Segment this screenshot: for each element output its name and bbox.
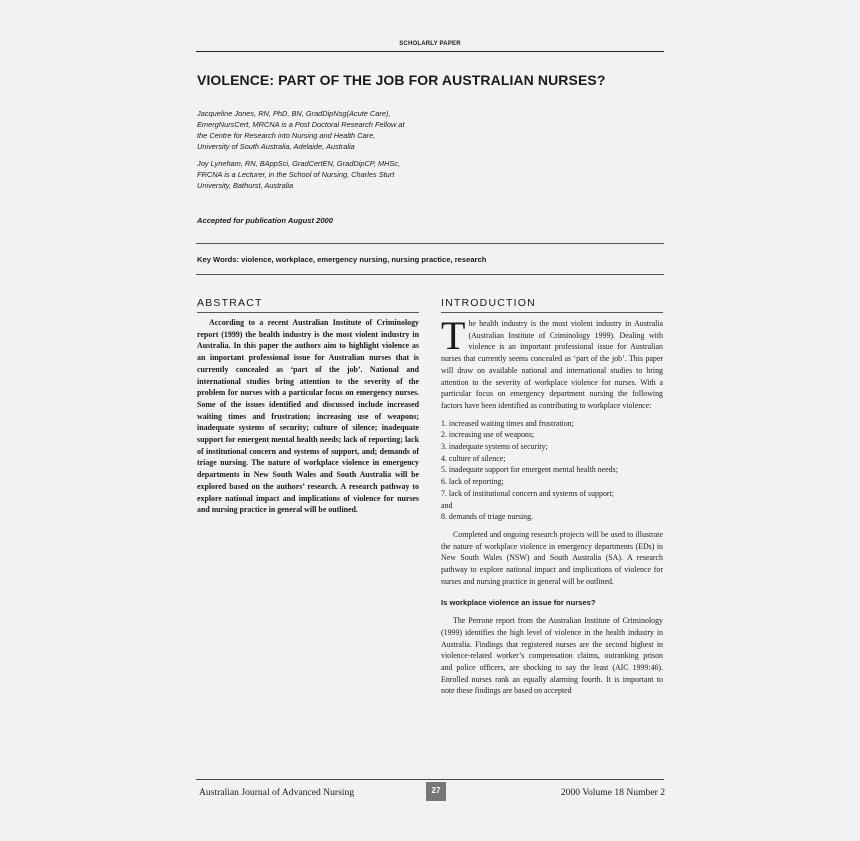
list-item: 2. increasing use of weapons; bbox=[441, 430, 535, 440]
footer-rule bbox=[196, 779, 664, 780]
section-kicker: SCHOLARLY PAPER bbox=[399, 41, 461, 47]
list-item: 3. inadequate systems of security; bbox=[441, 442, 548, 452]
author-line: University, Bathurst, Australia bbox=[197, 181, 294, 190]
keywords-rule-bottom bbox=[196, 274, 664, 275]
keywords: Key Words: violence, workplace, emergency nursing, nursing practice, research bbox=[197, 255, 487, 264]
journal-name: Australian Journal of Advanced Nursing bbox=[199, 787, 355, 798]
factor-list bbox=[441, 418, 663, 523]
author-block-2 bbox=[197, 158, 437, 191]
page-number: 27 bbox=[426, 782, 446, 801]
subheading: Is workplace violence an issue for nurses? bbox=[441, 598, 596, 608]
list-item: 8. demands of triage nursing. bbox=[441, 512, 534, 522]
drop-cap: T bbox=[441, 313, 466, 358]
author-line: FRCNA is a Lecturer, in the School of Nursing, Charles Sturt bbox=[197, 170, 395, 179]
author-block-1 bbox=[197, 108, 437, 152]
list-item: 4. culture of silence; bbox=[441, 453, 506, 463]
author-line: the Centre for Research into Nursing and Health Care, bbox=[197, 131, 376, 140]
issue-info: 2000 Volume 18 Number 2 bbox=[560, 787, 665, 798]
list-item: 1. increased waiting times and frustration; bbox=[441, 418, 574, 428]
introduction-rule bbox=[441, 312, 663, 313]
intro-paragraph-text: he health industry is the most violent industry in Australia (Australian Institute of Criminology 1999). Dealing with violence is an important professional issue for Australian nurses that currently seems concealed as ‘part of the job’. This paper will draw on available national and international studies to bring attention to the severity of workplace violence for nurses. With a particular focus on emergency department nursing the following factors have been identified as contributing to workplace violence: bbox=[441, 319, 663, 410]
list-item: 6. lack of reporting; bbox=[441, 477, 504, 487]
abstract-text: According to a recent Australian Institute of Criminology report (1999) the health industry is the most violent industry in Australia. In this paper the authors aim to highlight violence as an important professional issue for Australian nurses that is currently concealed as ‘part of the job’. National and international studies bring attention to the severity of the problem for nurses with a particular focus on emergency nurses. Some of the issues identified and discussed include increased waiting times and frustration; increasing use of weapons; inadequate systems of security; culture of silence; inadequate support for emergent mental health needs; lack of reporting; lack of institutional concern and systems of support, and; demands of triage nursing. The nature of workplace violence in emergency departments in New South Wales and South Australia will be explored based on the authors’ research. A research pathway to explore national impact and implications of violence for nurses and nursing practice in general will be outlined. bbox=[197, 318, 419, 515]
top-rule bbox=[196, 51, 664, 52]
paper-title: VIOLENCE: PART OF THE JOB FOR AUSTRALIAN NURSES? bbox=[197, 72, 606, 88]
author-line: Jacqueline Jones, RN, PhD, BN, GradDipNsg(Acute Care), bbox=[197, 109, 391, 118]
introduction-body bbox=[441, 313, 663, 697]
author-line: Joy Lyneham, RN, BAppSci, GradCertEN, GradDipCP, MHSc, bbox=[197, 159, 401, 168]
abstract-heading: ABSTRACT bbox=[197, 297, 263, 309]
intro-paragraph: The Perrone report from the Australian Institute of Criminology (1999) identifies the high level of violence in the health industry in Australia. Findings that registered nurses are the second highest in violence-related worker’s compensation claims, outranking prison and police officers, are shocking to say the least (AIC 1999:46). Enrolled nurses rank an equally alarming fourth. It is important to note these findings are based on accepted bbox=[441, 616, 663, 696]
intro-paragraph: Completed and ongoing research projects will be used to illustrate the nature of workplace violence in emergency departments (EDs) in New South Wales (NSW) and South Australia (SA). A research pathway to explore national impact and implications of violence for nurses and nursing practice in general will be outlined. bbox=[441, 529, 663, 586]
abstract-rule bbox=[197, 312, 419, 313]
accepted-date: Accepted for publication August 2000 bbox=[197, 216, 334, 225]
author-line: EmergNursCert, MRCNA is a Post Doctoral Research Fellow at bbox=[197, 120, 405, 129]
list-item: and bbox=[441, 500, 453, 510]
author-line: University of South Australia, Adelaide, Australia bbox=[197, 142, 355, 151]
intro-paragraph bbox=[441, 313, 663, 412]
list-item: 5. inadequate support for emergent mental health needs; bbox=[441, 465, 618, 475]
list-item: 7. lack of institutional concern and systems of support; bbox=[441, 488, 614, 498]
introduction-heading: INTRODUCTION bbox=[441, 297, 536, 309]
keywords-rule-top bbox=[196, 243, 664, 244]
